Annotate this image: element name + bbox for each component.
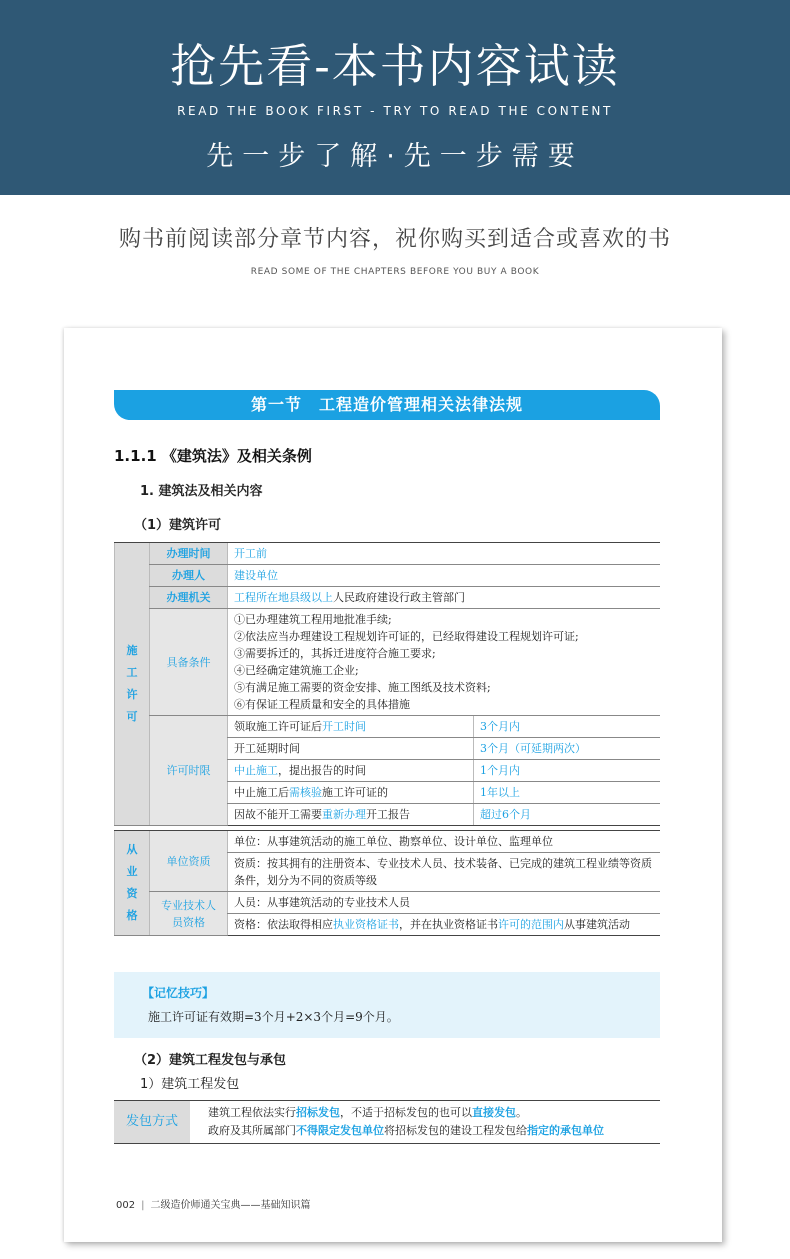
contract-line-2: [196, 1122, 654, 1140]
person-label: 办理人: [150, 565, 228, 587]
section-title: 第一节 工程造价管理相关法律法规: [114, 390, 660, 420]
unit-label: 单位资质: [150, 831, 228, 892]
table-row: [115, 565, 661, 587]
limit-text-blue: 重新办理: [322, 808, 366, 821]
limit-desc: [228, 760, 474, 782]
memory-tip-box: [114, 972, 660, 1038]
limit-desc: [228, 782, 474, 804]
contract-table: [114, 1100, 660, 1144]
contract-line-1: [196, 1104, 654, 1122]
group-qual: [115, 831, 150, 936]
limit-text: 因故不能开工需要: [234, 808, 322, 821]
staff-row: 人员：从事建筑活动的专业技术人员: [228, 892, 661, 914]
staff-text-blue: 执业资格证书: [333, 918, 399, 931]
limit-text: 开工延期时间: [234, 742, 300, 755]
condition-item: ④已经确定建筑施工企业;: [234, 664, 359, 677]
group-qual-label: 从业资格: [126, 843, 138, 922]
condition-item: ③需要拆迁的，其拆迁进度符合施工要求;: [234, 647, 436, 660]
limit-text: 施工许可证的: [322, 786, 388, 799]
condition-item: ①已办理建筑工程用地批准手续;: [234, 613, 392, 626]
banner-subtitle-en: READ THE BOOK FIRST - TRY TO READ THE CONTENT: [177, 104, 613, 118]
limit-text-blue: 中止施工: [234, 764, 278, 777]
org-label: 办理机关: [150, 587, 228, 609]
contract-method-content: [190, 1101, 660, 1144]
table-row: [115, 892, 661, 914]
banner-title: 抢先看-本书内容试读: [170, 39, 620, 93]
heading-contracting: （2）建筑工程发包与承包: [134, 1053, 287, 1068]
limit-value: 3个月（可延期两次）: [474, 738, 661, 760]
book-name: 二级造价师通关宝典——基础知识篇: [150, 1200, 311, 1211]
table-row: [115, 831, 661, 853]
table-row: [114, 1101, 660, 1144]
table-row: [115, 587, 661, 609]
contract-text-blue: 指定的承包单位: [527, 1124, 604, 1137]
book-page: [64, 328, 722, 1242]
condition-item: ②依法应当办理建设工程规划许可证的，已经取得建设工程规划许可证;: [234, 630, 579, 643]
contract-text: 。: [516, 1106, 527, 1119]
contract-text: 将招标发包的建设工程发包给: [384, 1124, 527, 1137]
contract-text-blue: 不得限定发包单位: [296, 1124, 384, 1137]
limit-text-blue: 开工时间: [322, 720, 366, 733]
org-value-rest: 人民政府建设行政主管部门: [333, 591, 465, 604]
org-value-blue: 工程所在地县级以上: [234, 591, 333, 604]
banner-slogan: 先一步了解·先一步需要: [206, 141, 584, 172]
table-row: [115, 609, 661, 716]
contract-text-blue: 招标发包: [296, 1106, 340, 1119]
time-value: 开工前: [228, 543, 661, 565]
staff-text: ，并在执业资格证书: [399, 918, 498, 931]
limit-label: 许可时限: [150, 716, 228, 826]
limit-text: ，提出报告的时间: [278, 764, 366, 777]
cond-label: 具备条件: [150, 609, 228, 716]
heading-building-permit: （1）建筑许可: [134, 518, 222, 533]
staff-text: 资格：依法取得相应: [234, 918, 333, 931]
staff-text: 从事建筑活动: [564, 918, 630, 931]
contract-text: ，不适于招标发包的也可以: [340, 1106, 472, 1119]
limit-text: 开工报告: [366, 808, 410, 821]
limit-text: 领取施工许可证后: [234, 720, 322, 733]
limit-text-blue: 需核验: [289, 786, 322, 799]
limit-value: 1年以上: [474, 782, 661, 804]
table-row: [115, 716, 661, 738]
limit-desc: [228, 716, 474, 738]
tip-body: 施工许可证有效期=3个月+2×3个月=9个月。: [148, 1010, 399, 1024]
limit-desc: [228, 738, 474, 760]
conditions-cell: [228, 609, 661, 716]
staff-row: [228, 914, 661, 936]
table-row: [115, 543, 661, 565]
limit-desc: [228, 804, 474, 826]
page-number: 002: [116, 1200, 136, 1211]
intro-text: 购书前阅读部分章节内容，祝你购买到适合或喜欢的书: [118, 227, 671, 252]
limit-text: 中止施工后: [234, 786, 289, 799]
contract-text-blue: 直接发包: [472, 1106, 516, 1119]
staff-text-blue: 许可的范围内: [498, 918, 564, 931]
limit-value: 1个月内: [474, 760, 661, 782]
heading-contract-issue: 1）建筑工程发包: [140, 1077, 240, 1092]
header-banner: [0, 0, 790, 195]
condition-item: ⑥有保证工程质量和安全的具体措施: [234, 698, 410, 711]
footer-divider: |: [141, 1200, 145, 1211]
time-label: 办理时间: [150, 543, 228, 565]
permit-table: [114, 542, 660, 826]
contract-text: 建筑工程依法实行: [208, 1106, 296, 1119]
heading-1: 1. 建筑法及相关内容: [140, 484, 263, 499]
condition-item: ⑤有满足施工需要的资金安排、施工图纸及技术资料;: [234, 681, 491, 694]
intro-text-en: READ SOME OF THE CHAPTERS BEFORE YOU BUY A BOOK: [250, 267, 540, 277]
group-permit-label: 施工许可: [126, 644, 138, 723]
unit-row: 单位：从事建筑活动的施工单位、勘察单位、设计单位、监理单位: [228, 831, 661, 853]
unit-row: 资质：按其拥有的注册资本、专业技术人员、技术装备、已完成的建筑工程业绩等资质条件，划分为不同的资质等级: [228, 853, 661, 892]
qualification-table: [114, 830, 660, 936]
heading-1-1-1: 1.1.1 《建筑法》及相关条例: [114, 447, 312, 465]
contract-text: 政府及其所属部门: [208, 1124, 296, 1137]
tip-title: 【记忆技巧】: [142, 986, 215, 1000]
group-permit: [115, 543, 150, 826]
person-value: 建设单位: [228, 565, 661, 587]
contract-method-label: 发包方式: [114, 1101, 190, 1144]
limit-value: 超过6个月: [474, 804, 661, 826]
staff-label: 专业技术人员资格: [150, 892, 228, 936]
page-footer: [116, 1196, 310, 1211]
limit-value: 3个月内: [474, 716, 661, 738]
org-value: [228, 587, 661, 609]
